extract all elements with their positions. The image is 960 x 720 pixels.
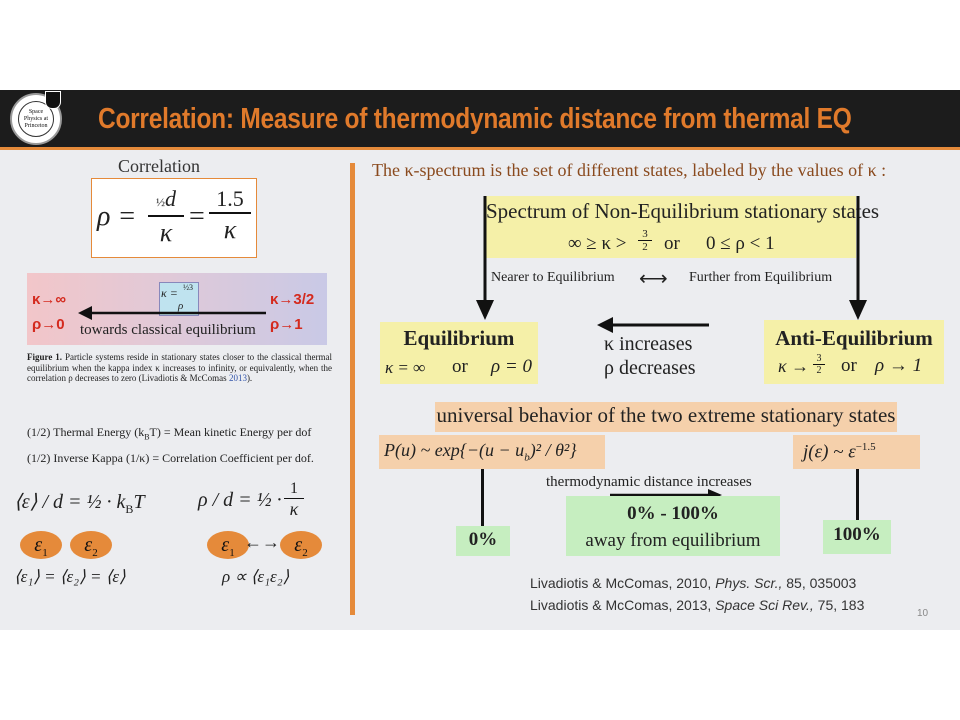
formula-kappa-2: κ — [223, 215, 237, 244]
formula-value: 1.5 — [209, 186, 251, 214]
formula-fraction-value — [209, 186, 251, 246]
logo-text: Space Physics at Princeton — [18, 101, 54, 137]
arrow-to-equilibrium — [474, 196, 496, 324]
figure-arrow-caption: towards classical equilibrium — [80, 322, 256, 338]
formula-d: d — [165, 186, 176, 211]
figure-rho-zero: ρ→0 — [32, 316, 65, 333]
oval-epsilon-2: $\varepsilon_2$ — [70, 531, 112, 559]
proportional-equation: ρ ∝ ⟨ε₁ε₂⟩ — [222, 567, 290, 586]
range-percent: 0% - 100% — [627, 503, 719, 524]
formula-fraction-d: ½d κ — [148, 186, 184, 249]
p-formula: P(u) ~ $\exp\{-(u - u_b)^2 / \theta^2\}$ — [384, 440, 577, 464]
bidirectional-arrow: ←→ — [244, 532, 280, 552]
spectrum-rho: 0 ≤ ρ < 1 — [706, 233, 775, 254]
thermal-energy-line: (1/2) Thermal Energy $(k_BT)$ = Mean kinetic Energy per dof — [27, 425, 312, 442]
equilibrium-or: or — [452, 356, 468, 377]
figure-caption-label: Figure 1. — [27, 352, 63, 362]
reference-2010: Livadiotis & McComas, 2010, Phys. Scr., 85, 035003 — [530, 575, 857, 591]
double-arrow: ⟷ — [639, 268, 668, 290]
shield-icon — [45, 91, 61, 109]
average-energy-equation: ⟨ε₁⟩ = ⟨ε₂⟩ = ⟨ε⟩ — [14, 567, 126, 586]
rho-equation: ρ / d = ½ · — [198, 489, 282, 511]
formula-rho: ρ = — [97, 201, 137, 232]
figure-caption — [27, 352, 332, 384]
spectrum-three-halves: 3 2 — [638, 228, 652, 253]
anti-kappa: κ → — [778, 356, 810, 376]
kappa-increases-arrow — [597, 316, 709, 334]
page-number: 10 — [917, 608, 929, 619]
anti-or: or — [841, 355, 857, 376]
oval-epsilon-1: $\varepsilon_1$ — [20, 531, 62, 559]
further-label: Further from Equilibrium — [689, 270, 833, 285]
j-formula: j(ε) ~ $\varepsilon^{-1.5}$ — [803, 441, 876, 463]
anti-rho: ρ → 1 — [875, 355, 923, 376]
rho-decreases: ρ decreases — [604, 357, 696, 379]
header-divider — [0, 147, 960, 150]
figure-kappa-32: κ→3/2 — [270, 291, 315, 308]
correlation-label: Correlation — [118, 156, 200, 176]
energy-equation: ⟨ε⟩ / d = ½ · $k_BT$ — [14, 491, 145, 516]
oval-epsilon-1-coupled: $\varepsilon_1$ — [207, 531, 249, 559]
figure-center-rho: ρ — [178, 300, 184, 312]
inverse-kappa-line: (1/2) Inverse Kappa (1/κ) = Correlation Coefficient per dof. — [27, 451, 314, 465]
spectrum-or: or — [664, 233, 680, 254]
kappa-increases: κ increases — [604, 333, 693, 355]
figure-caption-year: 2013 — [228, 373, 247, 383]
figure-center-kappa: κ = — [161, 286, 178, 300]
figure-caption-text: Particle systems reside in stationary states closer to the classical thermal equilibrium when the kappa index κ increases to infinity, or equivalently, when the correlation ρ decreases to zero (Livadiotis & McComas — [27, 352, 332, 383]
oval-epsilon-2-coupled: $\varepsilon_2$ — [280, 531, 322, 559]
hundred-percent: 100% — [833, 524, 881, 545]
figure-left-arrow — [78, 305, 268, 321]
vertical-divider — [350, 163, 355, 615]
nearer-label: Nearer to Equilibrium — [491, 270, 615, 285]
anti-equilibrium-title: Anti-Equilibrium — [775, 326, 933, 350]
td-increases: thermodynamic distance increases — [546, 474, 752, 490]
figure-kappa-inf: κ→∞ — [32, 291, 67, 308]
spectrum-title: Spectrum of Non-Equilibrium stationary states — [486, 199, 880, 223]
zero-percent: 0% — [468, 529, 498, 550]
equilibrium-title: Equilibrium — [403, 326, 515, 350]
figure-caption-end: ). — [246, 373, 253, 383]
universal-title: universal behavior of the two extreme stationary states — [436, 403, 896, 427]
reference-2013: Livadiotis & McComas, 2013, Space Sci Rev., 75, 183 — [530, 597, 865, 613]
formula-kappa-1: κ — [159, 218, 173, 247]
formula-equals: = — [189, 201, 205, 232]
slide-title: Correlation: Measure of thermodynamic distance from thermal EQ — [98, 103, 852, 135]
rho-equation-fraction: 1 κ — [284, 480, 304, 519]
figure-center-frac: ½3 — [183, 283, 193, 292]
line-to-zero — [481, 469, 484, 527]
equilibrium-kappa: κ = ∞ — [385, 358, 426, 377]
figure-rho-one: ρ→1 — [270, 316, 303, 333]
away-from-equilibrium: away from equilibrium — [585, 530, 761, 551]
line-to-hundred — [856, 469, 859, 525]
kappa-spectrum-intro: The κ-spectrum is the set of different states, labeled by the values of κ : — [372, 160, 887, 180]
equilibrium-rho: ρ = 0 — [491, 356, 532, 377]
princeton-logo — [10, 93, 62, 145]
anti-three-halves: 3 2 — [813, 353, 825, 376]
spectrum-kappa: ∞ ≥ κ > — [568, 233, 627, 254]
arrow-to-anti-equilibrium — [847, 196, 869, 324]
